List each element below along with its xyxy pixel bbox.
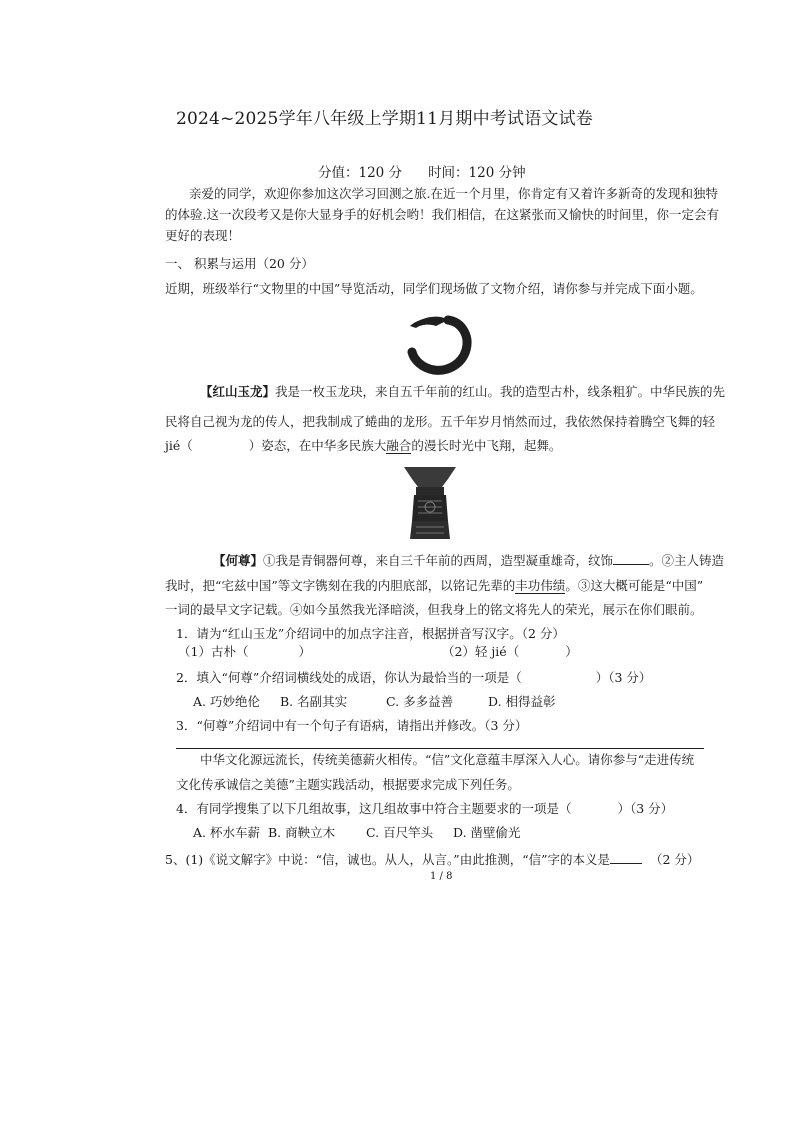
bronze-vessel-image bbox=[402, 463, 458, 541]
hezun-line-2: 我时，把“宅兹中国”等文字镌刻在我的内胆底部，以铭记先辈的丰功伟绩。③这大概可能是“中国” bbox=[165, 578, 704, 593]
q2-option-d: D. 相得益彰 bbox=[488, 694, 556, 709]
q4-stem: 4．有同学搜集了以下几组故事，这几组故事中符合主题要求的一项是（ ）（3 分） bbox=[176, 801, 674, 816]
q5-blank bbox=[610, 852, 642, 864]
jade-dragon-image bbox=[404, 312, 478, 376]
q5-stem: 5、(1)《说文解字》中说：“信，诚也。从人，从言。”由此推测，“信”字的本义是 （2 分） bbox=[165, 852, 700, 867]
q2-option-c: C. 多多益善 bbox=[386, 694, 454, 709]
q4-option-d: D. 凿壁偷光 bbox=[453, 825, 521, 840]
hongshan-line-2: 民将自己视为龙的传人，把我制成了蜷曲的龙形。五千年岁月悄然而过，我依然保持着腾空飞舞的轻 bbox=[165, 414, 716, 429]
intro-paragraph: 亲爱的同学，欢迎你参加这次学习回测之旅.在近一个月里，你肯定有又着许多新奇的发现和独特的体验.这一次段考又是你大显身手的好机会哟！我们相信，在这紧张而又愉快的时间里，你一定会有更好的表现！ bbox=[165, 186, 719, 243]
hongshan-line-1: 【红山玉龙】我是一枚玉龙玦，来自五千年前的红山。我的造型古朴，线条粗犷。中华民族的先 bbox=[200, 384, 726, 399]
exam-meta bbox=[318, 161, 526, 181]
passage-line-1: 中华文化源远流长，传统美德薪火相传。“信”文化意蕴丰厚深入人心。请你参与“走进传统 bbox=[200, 752, 695, 767]
hezun-line-3: 一词的最早文字记载。④如今虽然我光泽暗淡，但我身上的铭文将先人的荣光，展示在你们眼前。 bbox=[165, 602, 703, 617]
q2-option-a: A. 巧妙绝伦 bbox=[193, 694, 260, 709]
score-label: 分值：120 分 bbox=[318, 165, 403, 181]
q1-a: （1）古朴（ ） bbox=[178, 644, 311, 659]
q4-option-a: A. 杯水车薪 bbox=[193, 825, 260, 840]
q4-option-b: B. 商鞅立木 bbox=[268, 825, 336, 840]
q1-stem: 1．请为“红山玉龙”介绍词中的加点字注音，根据拼音写汉字。（2 分） bbox=[176, 626, 565, 641]
exam-title: 2024~2025学年八年级上学期11月期中考试语文试卷 bbox=[176, 109, 594, 129]
idiom-blank bbox=[613, 553, 649, 565]
q2-option-b: B. 名副其实 bbox=[280, 694, 348, 709]
hongshan-line-3: jié（ ）姿态，在中华多民族大融合的漫长时光中飞翔，起舞。 bbox=[165, 438, 562, 453]
q2-stem: 2．填入“何尊”介绍词横线处的成语，你认为最恰当的一项是（ ）（3 分） bbox=[176, 670, 652, 685]
q3-answer-line bbox=[176, 748, 704, 749]
passage-line-2: 文化传承诚信之美德”主题实践活动，根据要求完成下列任务。 bbox=[176, 777, 520, 792]
q4-option-c: C. 百尺竿头 bbox=[366, 825, 434, 840]
time-label: 时间：120 分钟 bbox=[428, 165, 526, 181]
lead-text: 近期，班级举行“文物里的中国”导览活动，同学们现场做了文物介绍，请你参与并完成下面小题。 bbox=[165, 281, 703, 296]
q1-b: （2）轻 jié（ ） bbox=[442, 644, 578, 659]
hezun-line-1: 【何尊】①我是青铜器何尊，来自三千年前的西周，造型凝重雄奇，纹饰 。②主人铸造 bbox=[213, 553, 725, 568]
q3-stem: 3．“何尊”介绍词中有一个句子有语病，请指出并修改。（3 分） bbox=[176, 718, 528, 733]
page-number: 1 / 8 bbox=[430, 871, 453, 882]
section-heading: 一、 积累与运用（20 分） bbox=[165, 256, 314, 271]
